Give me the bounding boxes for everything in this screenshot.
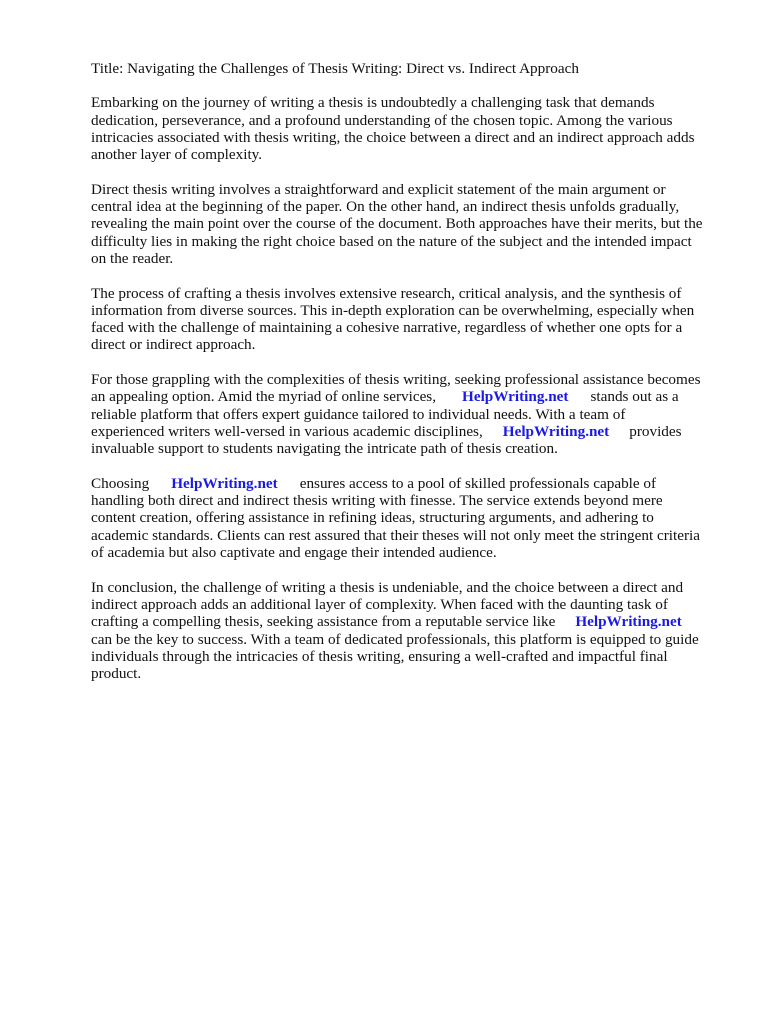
text-line: central idea at the beginning of the paper. On the other hand, an indirect thesis unfolds gradually, xyxy=(91,198,680,216)
paragraph-intro xyxy=(91,94,711,163)
text-line: The process of crafting a thesis involves extensive research, critical analysis, and the synthesis of xyxy=(91,284,682,302)
text-line: difficulty lies in making the right choice based on the nature of the subject and the intended impact xyxy=(91,232,692,250)
text-line xyxy=(91,388,711,405)
text-line: Embarking on the journey of writing a thesis is undoubtedly a challenging task that demands xyxy=(91,94,655,112)
text-segment: ensures access to a pool of skilled professionals capable of xyxy=(299,474,657,492)
text-line: dedication, perseverance, and a profound understanding of the chosen topic. Among the various xyxy=(91,111,673,129)
text-line: individuals through the intricacies of thesis writing, ensuring a well-crafted and impactful final xyxy=(91,647,668,665)
text-line: another layer of complexity. xyxy=(91,146,263,164)
text-line: Direct thesis writing involves a straightforward and explicit statement of the main argument or xyxy=(91,180,666,198)
text-segment: experienced writers well-versed in various academic disciplines, xyxy=(91,422,483,440)
text-line xyxy=(91,475,711,492)
text-line xyxy=(91,613,711,630)
text-line: reliable platform that offers expert guidance tailored to individual needs. With a team of xyxy=(91,405,626,423)
helpwriting-link[interactable]: HelpWriting.net xyxy=(502,422,610,440)
helpwriting-link[interactable]: HelpWriting.net xyxy=(462,388,569,406)
text-line: indirect approach adds an additional layer of complexity. When faced with the daunting task of xyxy=(91,595,668,613)
text-line: product. xyxy=(91,665,142,683)
text-segment: stands out as a xyxy=(590,388,679,406)
text-line: content creation, offering assistance in refining ideas, structuring arguments, and adhering to xyxy=(91,509,654,527)
text-line: information from diverse sources. This in-depth exploration can be overwhelming, especially when xyxy=(91,301,695,319)
text-line: on the reader. xyxy=(91,249,174,267)
text-segment: an appealing option. Amid the myriad of online services, xyxy=(91,388,437,406)
paragraph-conclusion xyxy=(91,579,711,683)
paragraph-assistance xyxy=(91,371,711,457)
text-line: intricacies associated with thesis writing, the choice between a direct and an indirect approach adds xyxy=(91,128,695,146)
paragraph-choosing xyxy=(91,475,711,561)
paragraph-direct-indirect xyxy=(91,181,711,267)
document-page xyxy=(91,60,711,700)
text-segment: Choosing xyxy=(91,474,150,492)
text-line: invaluable support to students navigating the intricate path of thesis creation. xyxy=(91,440,558,458)
text-segment: crafting a compelling thesis, seeking assistance from a reputable service like xyxy=(91,613,556,631)
text-line: faced with the challenge of maintaining a cohesive narrative, regardless of whether one opts for a xyxy=(91,319,683,337)
helpwriting-link[interactable]: HelpWriting.net xyxy=(171,474,278,492)
text-line: revealing the main point over the course of the document. Both approaches have their merits, but the xyxy=(91,215,703,233)
text-line: handling both direct and indirect thesis writing with finesse. The service extends beyond mere xyxy=(91,492,663,510)
text-line: For those grappling with the complexities of thesis writing, seeking professional assistance becomes xyxy=(91,371,701,389)
text-segment: provides xyxy=(629,422,682,440)
paragraph-process xyxy=(91,285,711,354)
helpwriting-link[interactable]: HelpWriting.net xyxy=(575,613,682,631)
text-line: can be the key to success. With a team of dedicated professionals, this platform is equipped to guide xyxy=(91,630,699,648)
text-line: of academia but also captivate and engage their intended audience. xyxy=(91,544,497,562)
text-line: In conclusion, the challenge of writing a thesis is undeniable, and the choice between a direct and xyxy=(91,578,684,596)
text-line xyxy=(91,423,711,440)
text-line: academic standards. Clients can rest assured that their theses will not only meet the stringent criteria xyxy=(91,526,700,544)
document-title: Title: Navigating the Challenges of Thesis Writing: Direct vs. Indirect Approach xyxy=(91,60,579,77)
text-line: direct or indirect approach. xyxy=(91,336,256,354)
